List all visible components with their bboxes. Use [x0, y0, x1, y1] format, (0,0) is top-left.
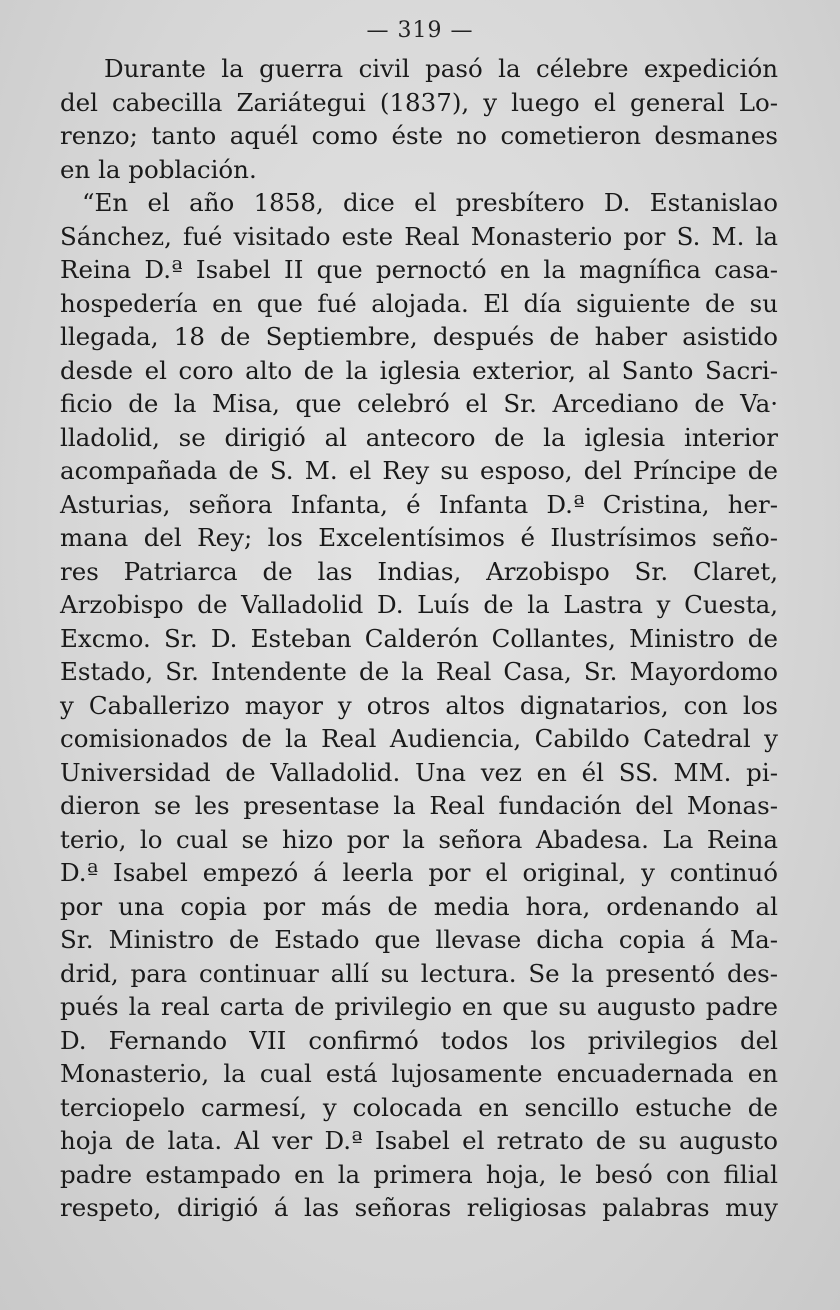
text-line: Sr. Ministro de Estado que llevase dicha copia á Ma-: [60, 925, 778, 954]
text-line: hospedería en que fué alojada. El día siguiente de su: [60, 288, 778, 318]
text-line: y Caballerizo mayor y otros altos dignatarios, con los: [60, 690, 778, 720]
text-line: lladolid, se dirigió al antecoro de la iglesia interior: [60, 422, 778, 452]
text-line: drid, para continuar allí su lectura. Se la presentó des-: [60, 958, 778, 988]
text-line: en la población.: [60, 154, 257, 184]
text-line: D. Fernando VII confirmó todos los privilegios del: [60, 1025, 778, 1055]
body-text: [60, 52, 778, 1225]
text-line: terciopelo carmesí, y colocada en sencillo estuche de: [60, 1092, 778, 1122]
text-line: respeto, dirigió á las señoras religiosas palabras muy: [60, 1193, 778, 1222]
text-line: res Patriarca de las Indias, Arzobispo Sr. Claret,: [60, 556, 778, 586]
text-line: ficio de la Misa, que celebró el Sr. Arcediano de Va·: [60, 389, 778, 418]
text-line: mana del Rey; los Excelentísimos é Ilustrísimos seño-: [60, 523, 778, 552]
text-line: hoja de lata. Al ver D.ª Isabel el retrato de su augusto: [60, 1126, 778, 1155]
text-line: Universidad de Valladolid. Una vez en él SS. MM. pi-: [60, 757, 778, 787]
text-line: “En el año 1858, dice el presbítero D. Estanislao: [82, 188, 778, 217]
text-line: Sánchez, fué visitado este Real Monasterio por S. M. la: [60, 221, 778, 251]
text-line: acompañada de S. M. el Rey su esposo, del Príncipe de: [60, 456, 778, 485]
text-line: comisionados de la Real Audiencia, Cabildo Catedral y: [60, 724, 778, 753]
text-line: dieron se les presentase la Real fundación del Monas-: [60, 791, 778, 820]
text-line: renzo; tanto aquél como éste no cometieron desmanes: [60, 121, 778, 150]
text-line: D.ª Isabel empezó á leerla por el original, y continuó: [60, 858, 778, 887]
text-line: Arzobispo de Valladolid D. Luís de la Lastra y Cuesta,: [60, 590, 778, 619]
text-line: terio, lo cual se hizo por la señora Abadesa. La Reina: [60, 824, 778, 854]
text-line: Monasterio, la cual está lujosamente encuadernada en: [60, 1059, 778, 1088]
text-line: del cabecilla Zariátegui (1837), y luego el general Lo-: [60, 87, 778, 117]
text-line: Asturias, señora Infanta, é Infanta D.ª Cristina, her-: [60, 489, 778, 519]
text-line: por una copia por más de media hora, ordenando al: [60, 891, 778, 921]
page-number: — 319 —: [366, 18, 474, 43]
text-line: pués la real carta de privilegio en que su augusto padre: [60, 992, 778, 1021]
text-line: desde el coro alto de la iglesia exterior, al Santo Sacri-: [60, 355, 778, 385]
text-line: llegada, 18 de Septiembre, después de haber asistido: [60, 322, 778, 351]
text-line: Estado, Sr. Intendente de la Real Casa, Sr. Mayordomo: [60, 657, 778, 686]
text-line: Durante la guerra civil pasó la célebre expedición: [104, 54, 778, 83]
text-line: padre estampado en la primera hoja, le besó con filial: [60, 1159, 778, 1189]
text-line: Reina D.ª Isabel II que pernoctó en la magnífica casa-: [60, 255, 778, 284]
text-line: Excmo. Sr. D. Esteban Calderón Collantes, Ministro de: [60, 623, 778, 653]
